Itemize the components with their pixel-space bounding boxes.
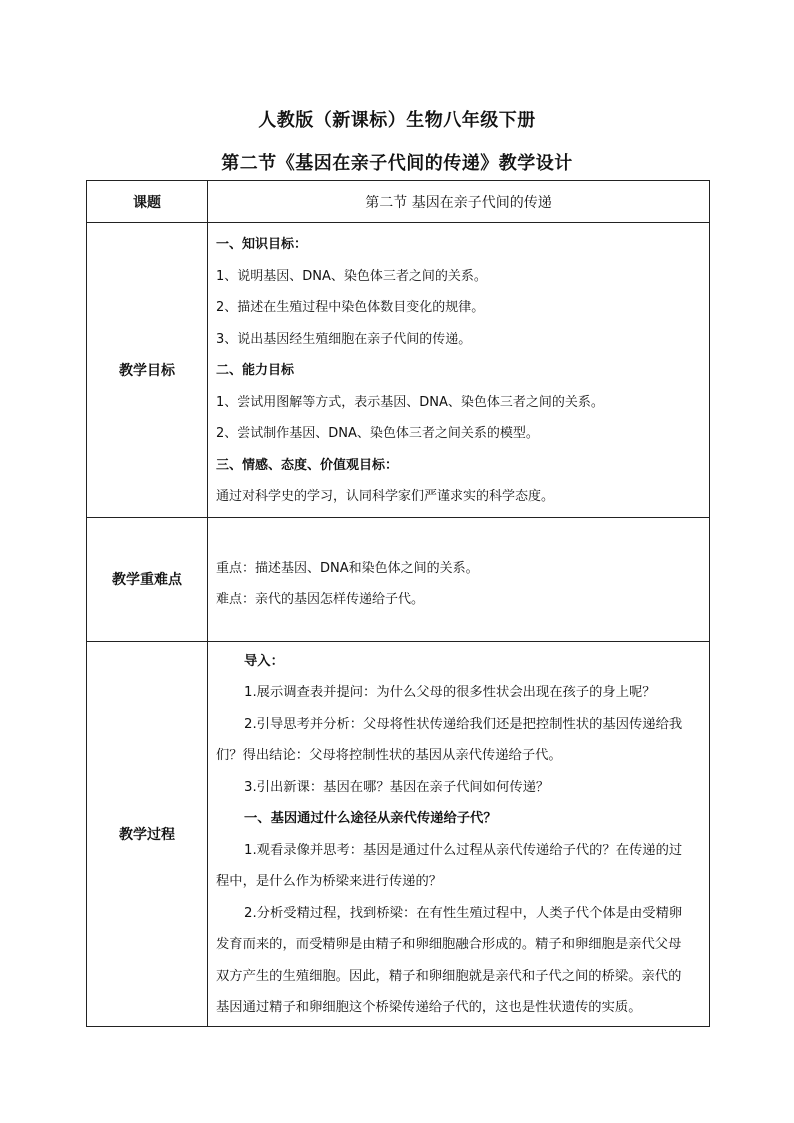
table-row-topic (87, 181, 710, 223)
process-paragraph: 发育而来的，而受精卵是由精子和卵细胞融合形成的。精子和卵细胞是亲代父母 (216, 937, 682, 952)
key-points-content (208, 517, 710, 641)
process-paragraph: 2.引导思考并分析：父母将性状传递给我们还是把控制性状的基因传递给我 (244, 716, 683, 732)
process-heading-intro: 导入： (244, 653, 284, 669)
lesson-plan-table (86, 180, 710, 1027)
objective-item: 通过对科学史的学习，认同科学家们严谨求实的科学态度。 (216, 489, 555, 504)
document-title: 人教版（新课标）生物八年级下册 (258, 110, 536, 131)
objective-heading-ability: 二、能力目标 (216, 363, 295, 378)
process-paragraph: 3.引出新课：基因在哪？基因在亲子代间如何传递？ (244, 779, 550, 795)
objectives-label: 教学目标 (87, 223, 208, 518)
topic-value: 第二节 基因在亲子代间的传递 (208, 181, 710, 223)
process-paragraph: 双方产生的生殖细胞。因此，精子和卵细胞就是亲代和子代之间的桥梁。亲代的 (216, 968, 682, 984)
objective-item: 3、说出基因经生殖细胞在亲子代间的传递。 (216, 331, 472, 347)
difficult-point-item: 难点：亲代的基因怎样传递给子代。 (216, 592, 425, 607)
key-points-label: 教学重难点 (87, 517, 208, 641)
document-subtitle: 第二节《基因在亲子代间的传递》教学设计 (221, 153, 573, 174)
objective-heading-attitude: 三、情感、态度、价值观目标： (216, 457, 399, 473)
objective-item: 2、尝试制作基因、DNA、染色体三者之间关系的模型。 (216, 426, 539, 441)
objective-item: 1、尝试用图解等方式，表示基因、DNA、染色体三者之间的关系。 (216, 394, 604, 410)
objectives-content (208, 223, 710, 518)
objective-item: 1、说明基因、DNA、染色体三者之间的关系。 (216, 268, 487, 284)
process-paragraph: 们？得出结论：父母将控制性状的基因从亲代传递给子代。 (216, 748, 562, 763)
process-paragraph: 基因通过精子和卵细胞这个桥梁传递给子代的，这也是性状遗传的实质。 (216, 1000, 642, 1015)
objective-item: 2、描述在生殖过程中染色体数目变化的规律。 (216, 300, 485, 315)
objective-heading-knowledge: 一、知识目标： (216, 237, 308, 252)
process-paragraph: 1.展示调查表并提问：为什么父母的很多性状会出现在孩子的身上呢？ (244, 685, 656, 700)
table-row-objectives (87, 223, 710, 518)
process-label: 教学过程 (87, 641, 208, 1026)
process-paragraph: 2.分析受精过程，找到桥梁：在有性生殖过程中，人类子代个体是由受精卵 (244, 905, 683, 921)
process-content (208, 641, 710, 1026)
table-row-process (87, 641, 710, 1026)
table-row-key-points (87, 517, 710, 641)
process-heading-section1: 一、基因通过什么途径从亲代传递给子代？ (244, 811, 497, 826)
topic-label: 课题 (87, 181, 208, 223)
key-point-item: 重点：描述基因、DNA和染色体之间的关系。 (216, 560, 479, 576)
process-paragraph: 程中，是什么作为桥梁来进行传递的？ (216, 874, 443, 889)
process-paragraph: 1.观看录像并思考：基因是通过什么过程从亲代传递给子代的？在传递的过 (244, 842, 683, 858)
